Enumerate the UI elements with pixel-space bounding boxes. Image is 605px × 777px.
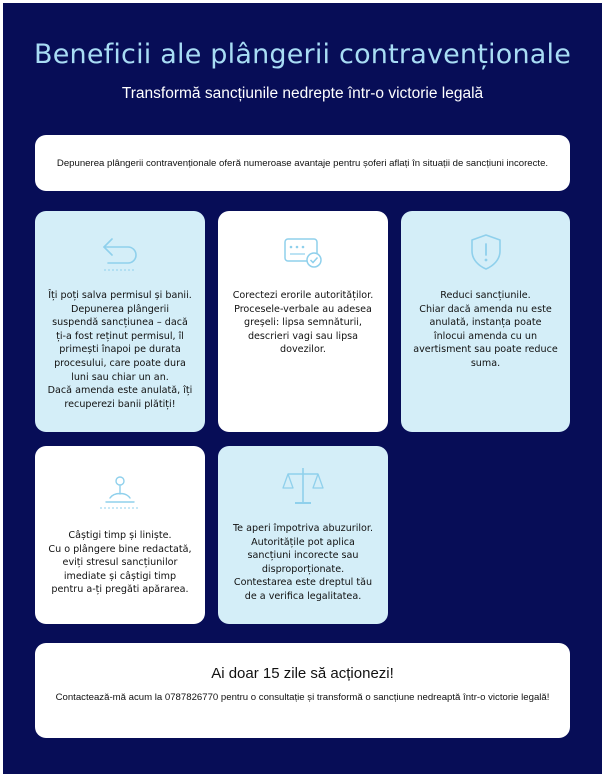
benefit-card-text: Corectezi erorile autorităților. Procesele-verbale au adesea greșeli: lipsa semnăturii, descrieri vagi sau lipsa dovezilor.	[232, 290, 374, 356]
cta-title: Ai doar 15 zile să acționezi!	[211, 665, 394, 682]
benefit-card-text: Câștigi timp și liniște. Cu o plângere bine redactată, eviți stresul sancțiunilor imediate și câștigi timp pentru a-ți pregăti apărarea.	[48, 530, 192, 596]
meditation-icon	[96, 472, 144, 512]
benefit-card-errors	[218, 211, 388, 432]
cta-text: Contactează-mă acum la 0787826770 pentru o consultație și transformă o sancțiune nedreaptă într-o victorie legală!	[55, 692, 550, 703]
benefit-card-reduce	[401, 211, 570, 432]
intro-card	[35, 135, 570, 191]
page-title: Beneficii ale plângerii contravenționale	[33, 39, 572, 70]
benefit-card-abuse	[218, 446, 388, 624]
benefit-card-text: Te aperi împotriva abuzurilor. Autoritățile pot aplica sancțiuni incorecte sau disproporționate. Contestarea este dreptul tău de a verifica legalitatea.	[232, 523, 374, 602]
page-subtitle: Transformă sancțiunile nedrepte într-o victorie legală	[121, 85, 484, 102]
benefit-card-license	[35, 211, 205, 432]
benefit-card-text: Îți poți salva permisul și banii. Depunerea plângerii suspendă sancțiunea – dacă ți-a fost reținut permisul, îl primești înapoi pe durata procesului, care poate dura luni sau chiar un an. Dacă amenda este anulată, îți recuperezi banii plătiți!	[47, 290, 193, 410]
cta-card	[35, 643, 570, 738]
benefit-card-text: Reduci sancțiunile. Chiar dacă amenda nu este anulată, instanța poate înlocui amenda cu un avertisment sau poate reduce suma.	[413, 290, 558, 369]
page-background	[3, 3, 602, 774]
benefit-card-time	[35, 446, 205, 624]
return-arrow-icon	[98, 233, 142, 273]
shield-alert-icon	[466, 231, 506, 273]
scales-icon	[280, 464, 326, 508]
document-check-icon	[281, 235, 325, 269]
intro-text: Depunerea plângerii contravenționale oferă numeroase avantaje pentru șoferi aflați în situații de sancțiuni incorecte.	[56, 157, 549, 169]
